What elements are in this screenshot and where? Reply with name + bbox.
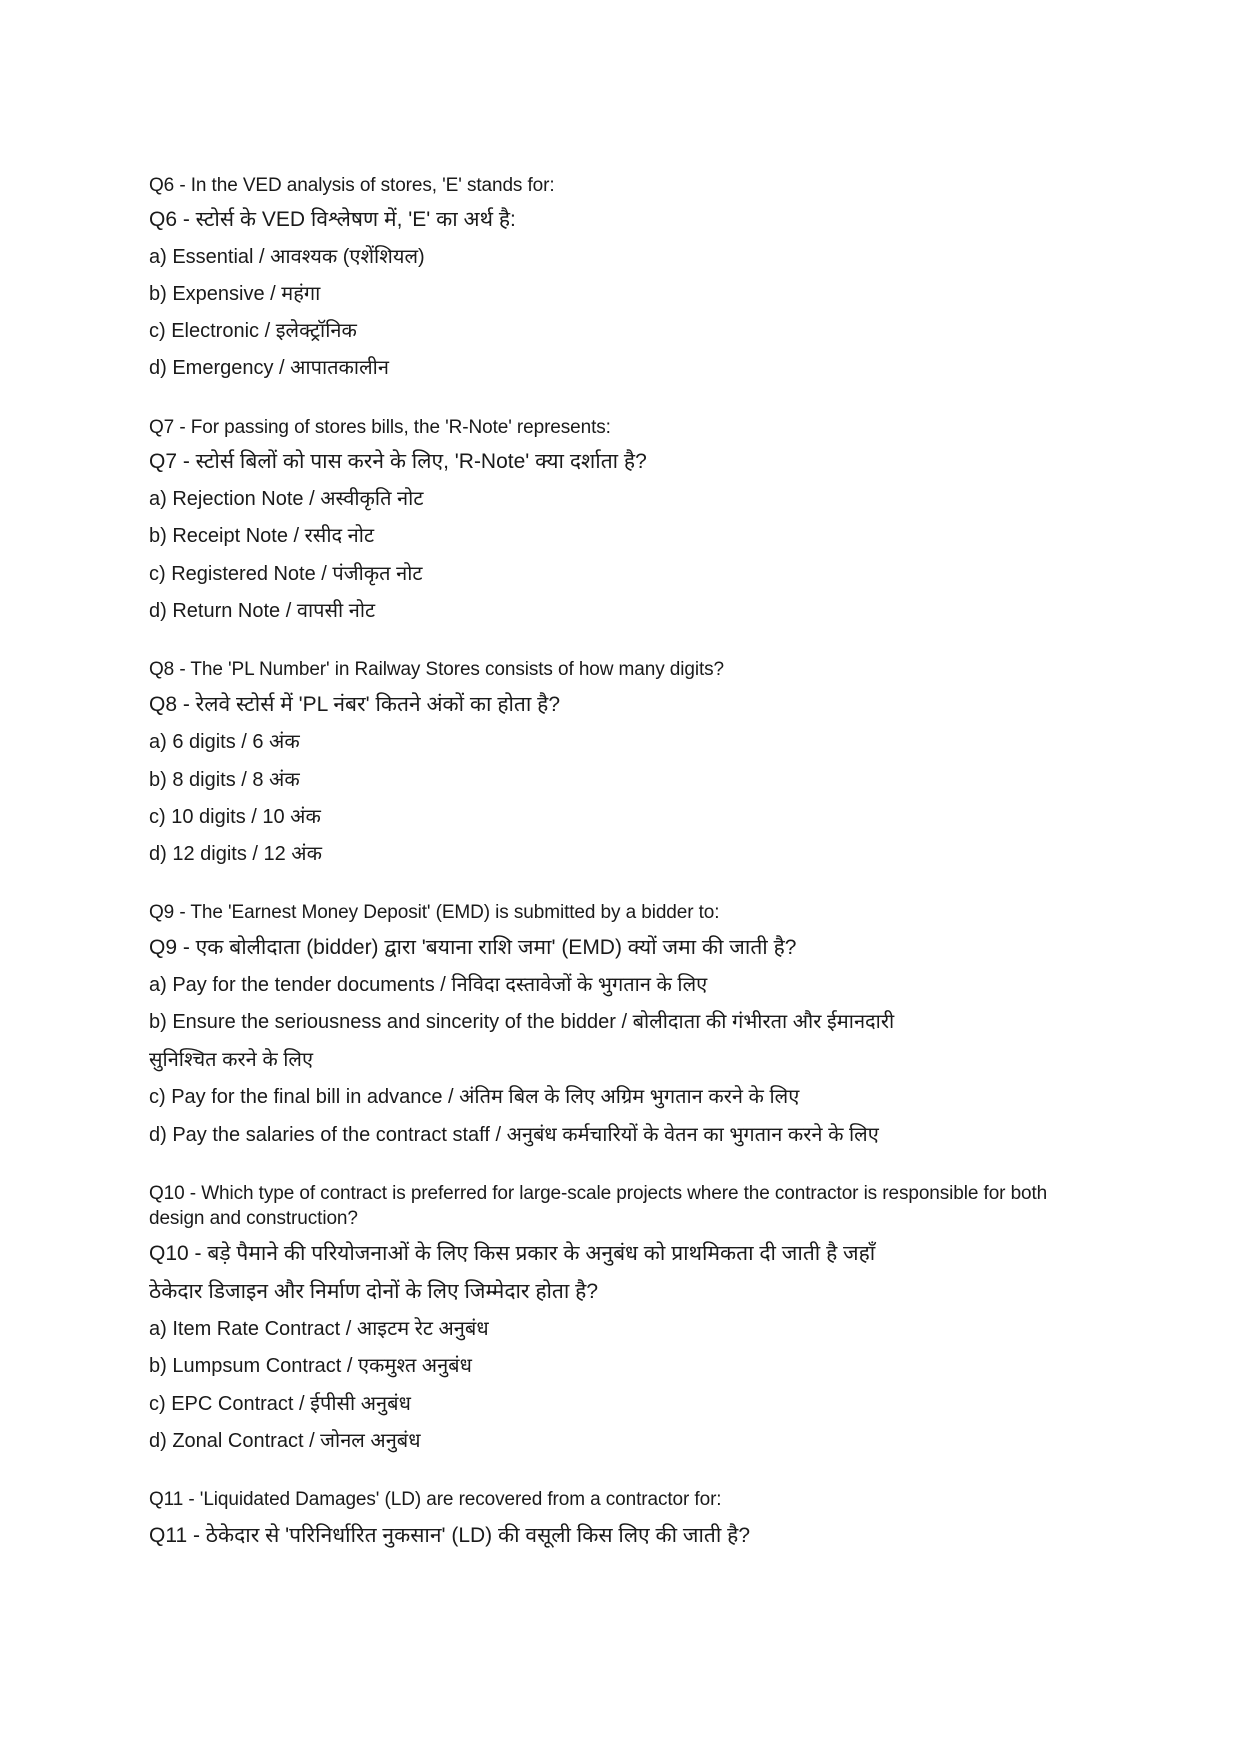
option-d: d) Zonal Contract / जोनल अनुबंध	[149, 1430, 421, 1452]
question-text-hindi: Q9 - एक बोलीदाता (bidder) द्वारा 'बयाना राशि जमा' (EMD) क्यों जमा की जाती है?	[149, 936, 797, 959]
question-text-hindi: Q11 - ठेकेदार से 'परिनिर्धारित नुकसान' (LD) की वसूली किस लिए की जाती है?	[149, 1524, 750, 1547]
option-a: a) Essential / आवश्यक (एशेंशियल)	[149, 246, 425, 268]
option-d: d) 12 digits / 12 अंक	[149, 843, 322, 865]
question-text-english: Q6 - In the VED analysis of stores, 'E' stands for:	[149, 175, 555, 196]
option-c: c) Electronic / इलेक्ट्रॉनिक	[149, 320, 357, 342]
option-c: c) EPC Contract / ईपीसी अनुबंध	[149, 1393, 411, 1415]
question-text-english: Q7 - For passing of stores bills, the 'R-Note' represents:	[149, 417, 611, 438]
question-text-hindi-line1: Q10 - बड़े पैमाने की परियोजनाओं के लिए किस प्रकार के अनुबंध को प्राथमिकता दी जाती है जहाँ	[149, 1242, 876, 1265]
option-c: c) Pay for the final bill in advance / अंतिम बिल के लिए अग्रिम भुगतान करने के लिए	[149, 1086, 800, 1108]
question-text-hindi: Q7 - स्टोर्स बिलों को पास करने के लिए, 'R-Note' क्या दर्शाता है?	[149, 450, 647, 473]
option-b: b) Expensive / महंगा	[149, 283, 321, 305]
question-text-english: Q9 - The 'Earnest Money Deposit' (EMD) is submitted by a bidder to:	[149, 902, 720, 923]
option-d: d) Return Note / वापसी नोट	[149, 600, 376, 622]
option-a: a) Pay for the tender documents / निविदा दस्तावेजों के भुगतान के लिए	[149, 974, 708, 996]
option-b-continuation: सुनिश्चित करने के लिए	[149, 1049, 314, 1071]
option-a: a) 6 digits / 6 अंक	[149, 731, 300, 753]
question-text-hindi: Q8 - रेलवे स्टोर्स में 'PL नंबर' कितने अंकों का होता है?	[149, 693, 560, 716]
option-c: c) 10 digits / 10 अंक	[149, 806, 321, 828]
option-a: a) Item Rate Contract / आइटम रेट अनुबंध	[149, 1318, 489, 1340]
option-b: b) Ensure the seriousness and sincerity of the bidder / बोलीदाता की गंभीरता और ईमानदारी	[149, 1011, 895, 1033]
option-b: b) 8 digits / 8 अंक	[149, 769, 300, 791]
question-text-english: Q8 - The 'PL Number' in Railway Stores consists of how many digits?	[149, 659, 725, 680]
question-text-hindi-line2: ठेकेदार डिजाइन और निर्माण दोनों के लिए जिम्मेदार होता है?	[149, 1280, 598, 1303]
option-c: c) Registered Note / पंजीकृत नोट	[149, 563, 423, 585]
question-text-hindi: Q6 - स्टोर्स के VED विश्लेषण में, 'E' का अर्थ है:	[149, 208, 516, 231]
question-text-english: Q10 - Which type of contract is preferred for large-scale projects where the contractor is responsible for both design and construction?	[149, 1183, 1048, 1229]
option-b: b) Receipt Note / रसीद नोट	[149, 525, 375, 547]
option-d: d) Emergency / आपातकालीन	[149, 357, 389, 379]
option-b: b) Lumpsum Contract / एकमुश्त अनुबंध	[149, 1355, 472, 1377]
option-a: a) Rejection Note / अस्वीकृति नोट	[149, 488, 424, 510]
question-text-english: Q11 - 'Liquidated Damages' (LD) are recovered from a contractor for:	[149, 1489, 722, 1510]
option-d: d) Pay the salaries of the contract staff / अनुबंध कर्मचारियों के वेतन का भुगतान करने के लिए	[149, 1124, 879, 1146]
